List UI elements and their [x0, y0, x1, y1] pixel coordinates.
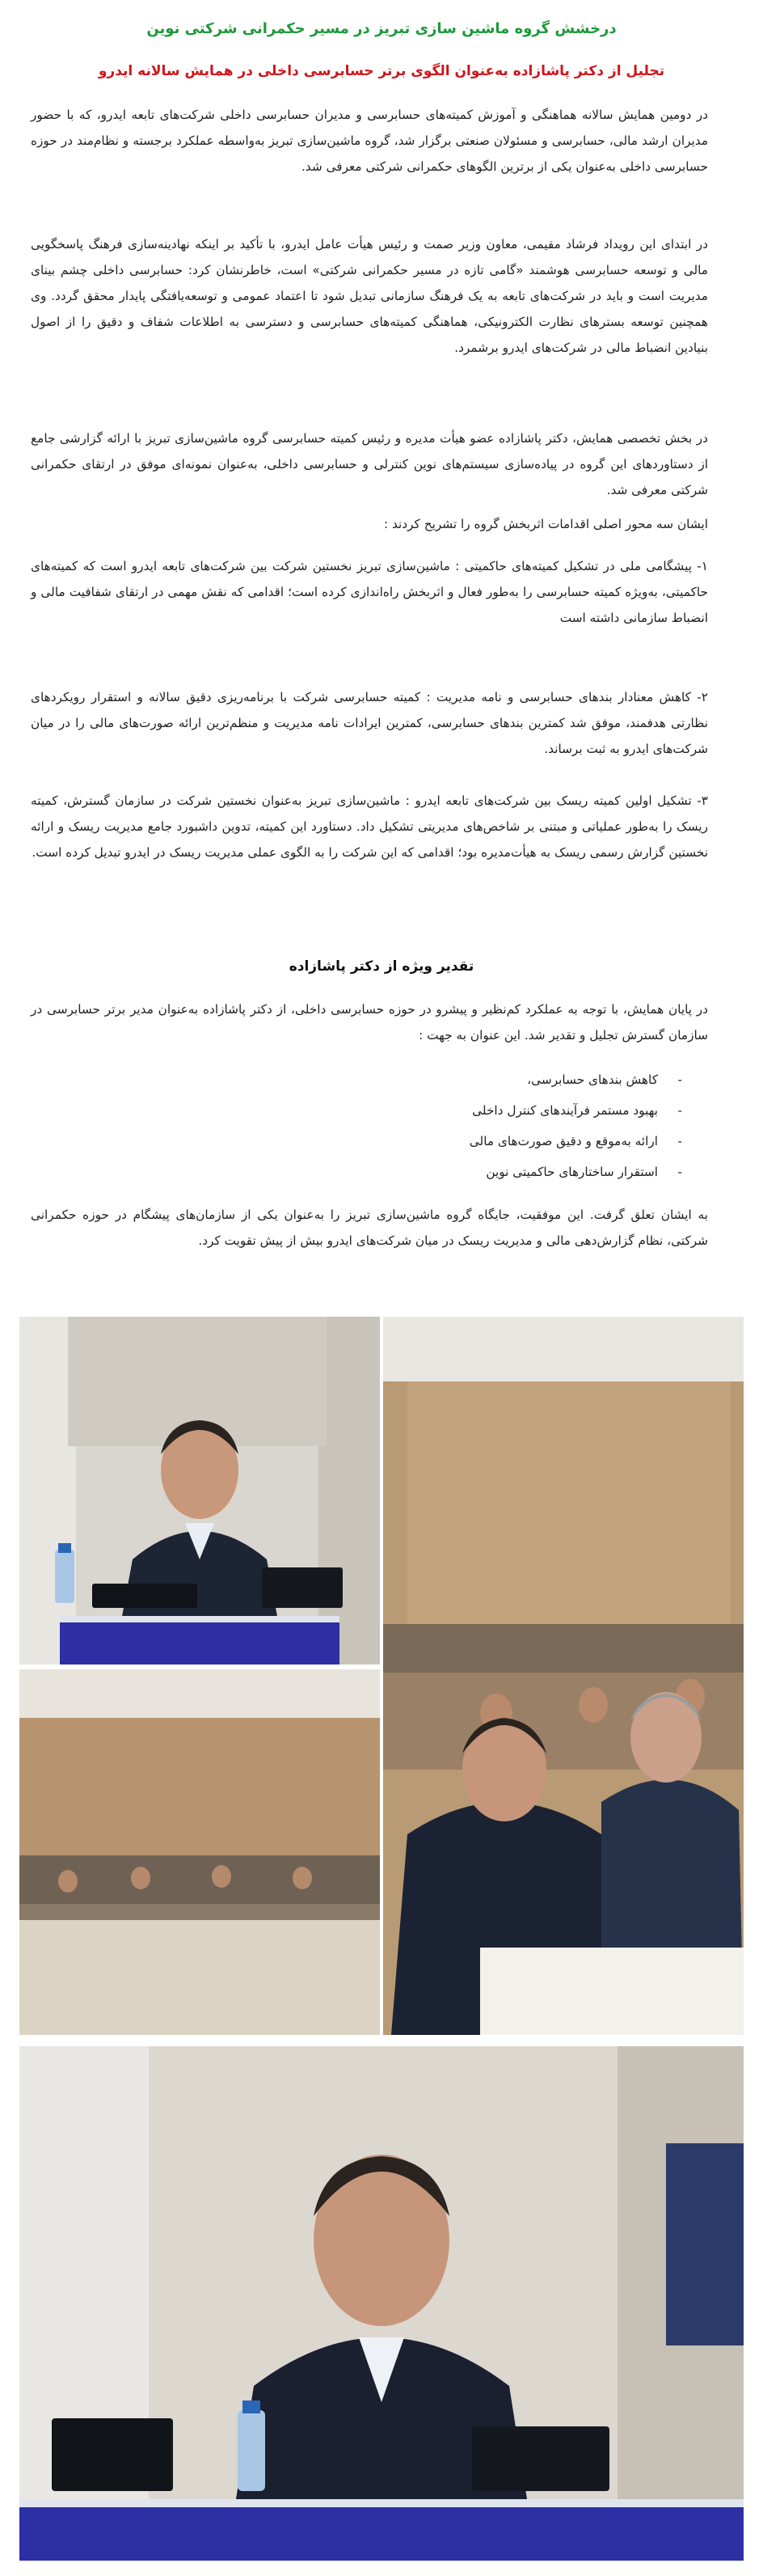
- list-item: - بهبود مستمر فرآیندهای کنترل داخلی: [242, 1095, 682, 1126]
- speaker-closeup-photo: [19, 2046, 744, 2561]
- section-heading: تقدیر ویژه از دکتر پاشازاده: [289, 958, 474, 975]
- list-item: - استقرار ساختارهای حاکمیتی نوین: [242, 1157, 682, 1187]
- paragraph-intro: در دومین همایش سالانه هماهنگی و آموزش کمیته‌های حسابرسی و مدیران حسابرسی داخلی شرکت‌های تابعه ایدرو، که با حضور مدیران ارشد مالی، حسابرسی و مسئولان صنعتی برگزار شد، گروه ماشین‌سازی تبریز به‌واسطه عملکرد برجسته و نظام‌مند در حوزه حسابرسی داخلی به‌عنوان یکی از برترین الگوهای حکمرانی شرکتی معرفی شد.: [31, 108, 708, 174]
- list-item: - ارائه به‌موقع و دقیق صورت‌های مالی: [242, 1126, 682, 1157]
- paragraph-opening: در ابتدای این رویداد فرشاد مقیمی، معاون وزیر صمت و رئیس هیأت عامل ایدرو، با تأکید بر اینکه نهادینه‌سازی فرهنگ پاسخگویی مالی و توسعه حسابرسی هوشمند «گامی تازه در مسیر حکمرانی شرکتی» است، خاطرنشان کرد: حسابرسی داخلی چشم بینای مدیریت است و باید در شرکت‌های تابعه به یک فرهنگ سازمانی تبدیل شود تا اعتماد عمومی و توسعه‌یافتگی پایدار محقق گردد. وی همچنین توسعه بسترهای نظارت الکترونیکی، هماهنگی کمیته‌های حسابرسی و دسترسی به اطلاعات شفاف و دقیق را از اصول بنیادین انضباط مالی در شرکت‌های ایدرو برشمرد.: [31, 237, 708, 355]
- paragraph-axes-intro: ایشان سه محور اصلی اقدامات اثربخش گروه را تشریح کردند :: [384, 517, 708, 531]
- paragraph-specialized: در بخش تخصصی همایش، دکتر پاشازاده عضو هیأت مدیره و رئیس کمیته حسابرسی گروه ماشین‌سازی تبریز با ارائه گزارشی جامع از دستاوردهای این گروه در پیاده‌سازی سیستم‌های نوین کنترلی و حسابرسی داخلی، به‌عنوان نمونه‌ای موفق در ارتقای حکمرانی شرکتی معرفی شد.: [31, 431, 708, 497]
- paragraph-conclusion: به ایشان تعلق گرفت. این موفقیت، جایگاه گروه ماشین‌سازی تبریز را به‌عنوان یکی از سازمان‌های پیشگام در حوزه حکمرانی شرکتی، نظام گزارش‌دهی مالی و مدیریت ریسک در میان شرکت‌های ایدرو بیش از پیش تقویت کرد.: [31, 1208, 708, 1248]
- audience-photo: [383, 1317, 744, 2035]
- speaker-photo: [19, 1317, 380, 1664]
- award-reasons-list: [242, 1064, 682, 1187]
- paragraph-axis-3: ۳- تشکیل اولین کمیته ریسک بین شرکت‌های تابعه ایدرو : ماشین‌سازی تبریز به‌عنوان نخستین شرکت در سازمان گسترش، کمیته ریسک را به‌طور عملیاتی و مبتنی بر شاخص‌های مدیریتی تشکیل داد. دستاورد این کمیته، تدوین داشبورد جامع مدیریت ریسک و ارائه نخستین گزارش رسمی ریسک به هیأت‌مدیره بود؛ اقدامی که این شرکت را به الگوی عملی مدیریت ریسک در ایدرو تبدیل کرده است.: [31, 793, 708, 860]
- article-subtitle: تجلیل از دکتر پاشازاده به‌عنوان الگوی برتر حسابرسی داخلی در همایش سالانه ایدرو: [98, 63, 665, 79]
- conference-room-photo: [19, 1669, 380, 2035]
- list-item: - کاهش بندهای حسابرسی،: [242, 1064, 682, 1095]
- paragraph-axis-1: ۱- پیشگامی ملی در تشکیل کمیته‌های حاکمیتی : ماشین‌سازی تبریز نخستین شرکت بین شرکت‌های تابعه ایدرو است که کمیته‌های حاکمیتی، به‌ویژه کمیته حسابرسی را به‌طور فعال و اثربخش راه‌اندازی کرده است؛ اقدامی که نقش مهمی در ارتقای شفافیت مالی و انضباط سازمانی داشته است: [31, 559, 708, 625]
- paragraph-award: در پایان همایش، با توجه به عملکرد کم‌نظیر و پیشرو در حوزه حسابرسی داخلی، از دکتر پاشازاده به‌عنوان مدیر برتر حسابرسی در سازمان گسترش تجلیل و تقدیر شد. این عنوان به جهت :: [31, 1002, 708, 1043]
- article-title: درخشش گروه ماشین سازی تبریز در مسیر حکمرانی شرکتی نوین: [146, 20, 617, 37]
- paragraph-axis-2: ۲- کاهش معنادار بندهای حسابرسی و نامه مدیریت : کمیته حسابرسی شرکت با برنامه‌ریزی دقیق سالانه و استقرار رویکردهای نظارتی هدفمند، موفق شد کمترین بندهای حسابرسی، کمترین ایرادات نامه مدیریت و منظم‌ترین ارائه صورت‌های مالی را در میان شرکت‌های ایدرو به ثبت برساند.: [31, 690, 708, 756]
